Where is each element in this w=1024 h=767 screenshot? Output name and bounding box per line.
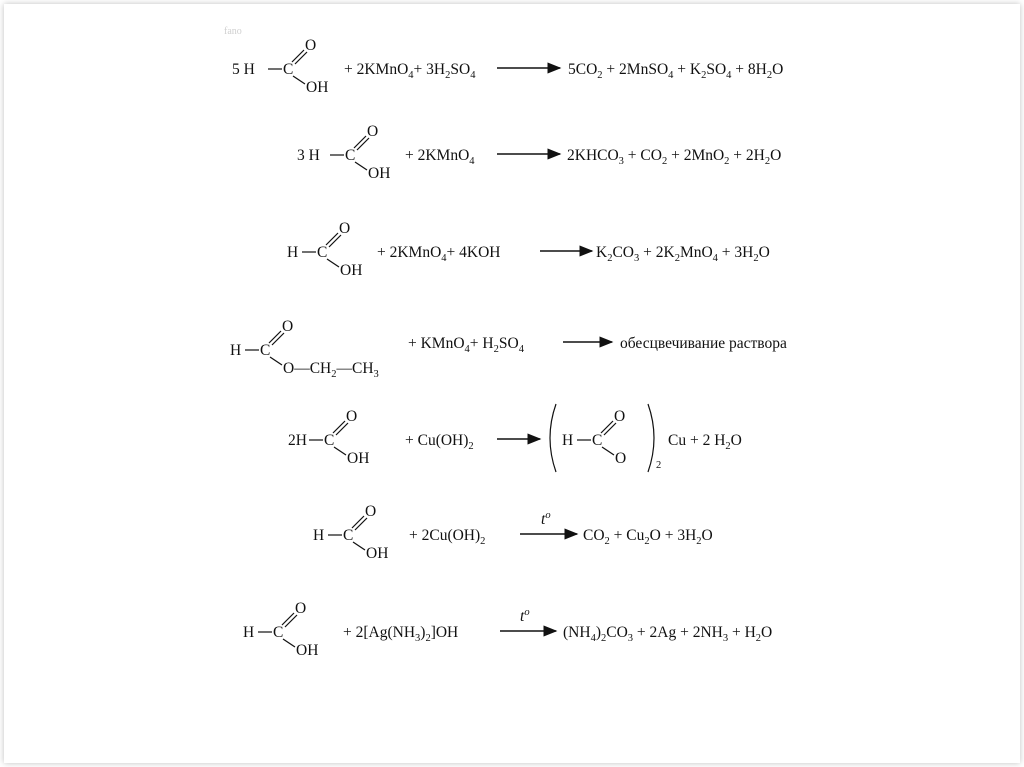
carbon-atom: C [343,527,354,544]
reactant-h: H [287,244,299,261]
carbonyl-oxygen: O [346,408,358,425]
hydroxyl-group: OH [340,262,363,279]
reagent-cu-oh-2: + $Cu(OH)_2$ [405,432,474,452]
reaction-4 [230,318,787,380]
hydroxyl-group: OH [296,642,319,659]
hydroxyl-group: OH [347,450,370,467]
reagent-tollens: + $2[Ag(NH_3)_2]OH$ [343,624,459,644]
carbon-atom: C [324,432,335,449]
complex-carbon: C [592,432,603,449]
complex-h: H [562,432,574,449]
reactant-h: H [313,527,325,544]
complex-o-bottom: O [615,450,627,467]
carbonyl-oxygen: O [367,123,379,140]
products-5: Cu + 2 $H_2O$ [668,432,742,452]
reaction-1 [232,37,783,96]
reactant-formic-acid-coef: 5 H [232,61,255,78]
faint-watermark: fano [224,26,242,37]
complex-o-top: O [614,408,626,425]
reaction-3 [287,220,770,279]
reactant-h: H [243,624,255,641]
carbon-atom: C [260,342,271,359]
carbonyl-oxygen: O [295,600,307,617]
reagent-kmno4: + 2KMnO$_4$ [405,147,475,167]
reaction-6 [313,503,713,562]
complex-subscript: 2 [656,460,662,471]
carbon-atom: C [345,147,356,164]
carbonyl-oxygen: O [339,220,351,237]
reactant-h: H [230,342,242,359]
carbonyl-oxygen: O [365,503,377,520]
reaction-5 [288,404,742,472]
left-paren-icon [550,404,556,472]
right-paren-icon [648,404,654,472]
reactant-2h: 2H [288,432,307,449]
hydroxyl-group: OH [368,165,391,182]
reaction-7 [243,600,772,659]
reagents-4: + KMnO$_4$+ $H_2SO_4$ [408,335,524,355]
products-3: $K_2CO_3 + 2K_2MnO_4 + 3H_2O$ [596,244,770,264]
carbonyl-oxygen: O [305,37,317,54]
reagent-2cu-oh-2: + $2Cu(OH)_2$ [409,527,486,547]
products-6: $CO_2 + Cu_2O + 3H_2O$ [583,527,713,547]
carbon-atom: C [273,624,284,641]
hydroxyl-group: OH [366,545,389,562]
arrow-condition-temperature: $t^o$ [520,607,530,625]
carbon-atom: C [317,244,328,261]
arrow-condition-temperature: $t^o$ [541,510,551,528]
products-2: $2KHCO_3 + CO_2 + 2MnO_2 + 2H_2O$ [567,147,782,167]
carbonyl-oxygen: O [282,318,294,335]
products-1: $5CO_2$ + 2MnSO$_4$ + $K_2SO_4 + 8H_2O$ [568,61,784,81]
products-7: $(NH_4)_2CO_3 + 2Ag + 2NH_3 + H_2O$ [563,624,773,644]
reagent-kmno4: + 2KMnO$_4$+ $3H_2SO_4$ [344,61,476,81]
result-decolorization: обесцвечивание раствора [620,335,787,352]
reactant-formic-acid-coef: 3 H [297,147,320,164]
ester-chain: $O—CH_2—CH_3$ [283,360,379,380]
hydroxyl-group: OH [306,79,329,96]
reaction-2 [297,123,781,182]
reagents-3: + 2KMnO$_4$+ 4KOH [377,244,501,264]
carbon-atom: C [283,61,294,78]
